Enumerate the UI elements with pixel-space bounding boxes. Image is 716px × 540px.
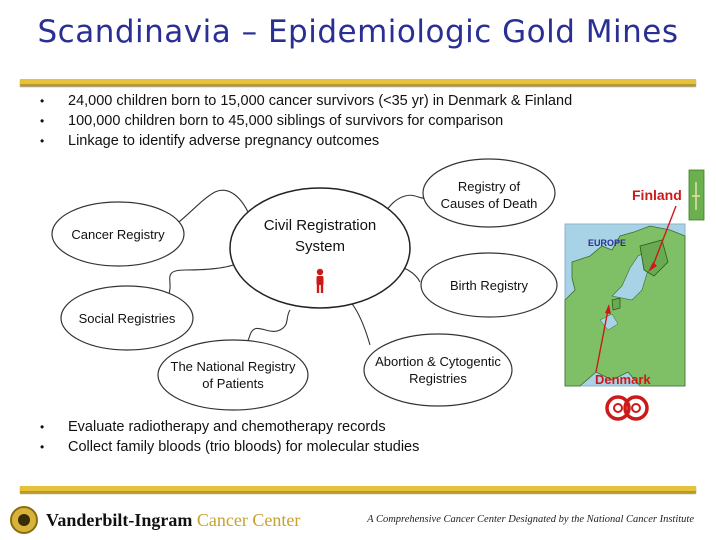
- brand-part1: Vanderbilt-Ingram: [46, 509, 193, 530]
- europe-map: [565, 224, 685, 386]
- vanderbilt-logo-icon: [10, 506, 38, 534]
- abortion-cytogentic-node: [364, 334, 512, 406]
- slide-title: Scandinavia – Epidemiologic Gold Mines: [37, 14, 679, 50]
- bullet-item: • 100,000 children born to 45,000 siblings of survivors for comparison: [40, 111, 572, 131]
- bullet-item: • Linkage to identify adverse pregnancy outcomes: [40, 131, 572, 151]
- center-label-line1: Civil Registration: [263, 217, 377, 234]
- europe-label: EUROPE: [588, 238, 627, 248]
- bullet-item: • 24,000 children born to 15,000 cancer survivors (<35 yr) in Denmark & Finland: [40, 91, 572, 111]
- brand-part2: Cancer Center: [196, 509, 301, 530]
- social-registries-label: Social Registries: [78, 311, 176, 326]
- causes-label-line1: Registry of: [457, 179, 521, 194]
- bullet-item: • Collect family bloods (trio bloods) for molecular studies: [40, 437, 419, 457]
- abortion-label-line1: Abortion & Cytogentic: [375, 354, 501, 369]
- footer-brand: [10, 506, 300, 534]
- finland-label: Finland: [632, 187, 682, 203]
- bottom-bullet-list: [40, 417, 419, 457]
- patients-label-line2: of Patients: [202, 376, 264, 391]
- abortion-label-line2: Registries: [409, 371, 467, 386]
- denmark-logo-icon: [607, 397, 647, 419]
- brand-name: [46, 510, 300, 531]
- cancer-registry-label: Cancer Registry: [71, 227, 165, 242]
- bullet-item: • Evaluate radiotherapy and chemotherapy records: [40, 417, 419, 437]
- patients-label-line1: The National Registry: [170, 359, 296, 374]
- footer-tagline: A Comprehensive Cancer Center Designated by the National Cancer Institute: [367, 514, 694, 525]
- national-registry-patients-node: [158, 340, 308, 410]
- center-label-line2: System: [294, 238, 346, 255]
- causes-label-line2: Causes of Death: [440, 196, 538, 211]
- denmark-label: Denmark: [595, 372, 651, 387]
- birth-registry-label: Birth Registry: [449, 278, 529, 293]
- bottom-divider: [20, 486, 696, 493]
